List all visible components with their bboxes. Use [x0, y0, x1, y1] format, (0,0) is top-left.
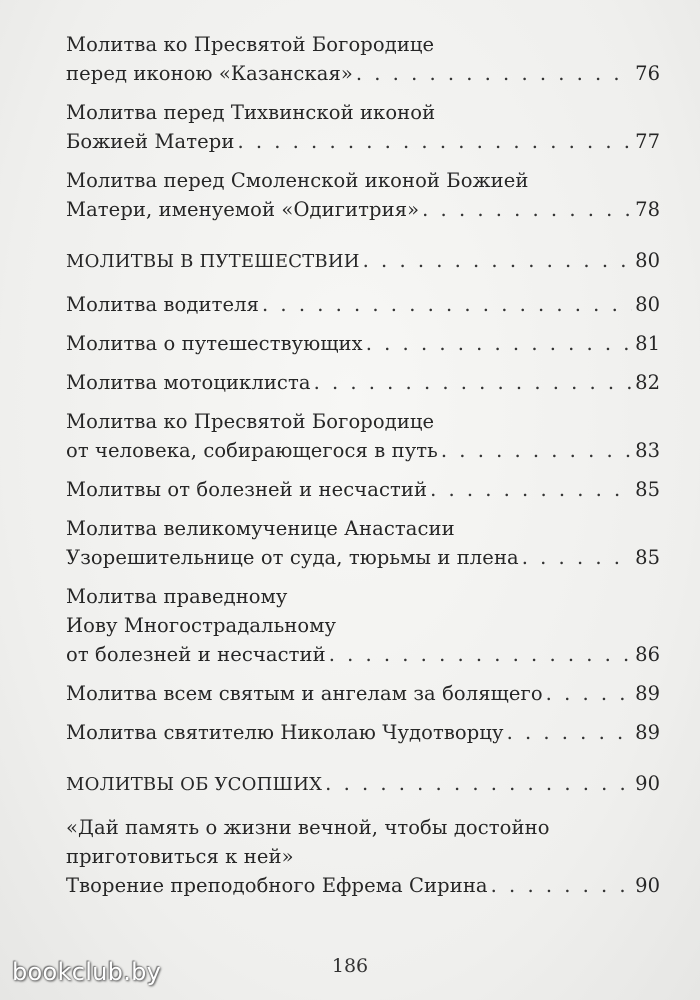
dot-leader — [522, 543, 632, 572]
toc-entry-title: МОЛИТВЫ В ПУТЕШЕСТВИИ — [66, 251, 360, 272]
toc-entry — [66, 30, 660, 88]
toc-entry-title: Матери, именуемой «Одигитрия» — [66, 198, 420, 221]
toc-entry-last-line — [66, 59, 660, 88]
toc-entry — [66, 98, 660, 156]
toc-entry-line: Молитва перед Тихвинской иконой — [66, 101, 436, 124]
toc-page-number: 90 — [635, 874, 660, 897]
toc-page-number: 76 — [635, 62, 660, 85]
toc-page-number: 86 — [635, 643, 660, 666]
toc-entry-last-line — [66, 127, 660, 156]
toc-entry — [66, 514, 660, 572]
toc-entry — [66, 290, 660, 319]
toc-entry-last-line — [66, 718, 660, 747]
toc-page-number: 81 — [635, 332, 660, 355]
toc-page-number: 77 — [635, 130, 660, 153]
toc-page-number: 83 — [635, 439, 660, 462]
toc-entry-last-line — [66, 543, 660, 572]
toc-entry-last-line — [66, 871, 660, 900]
toc-entry-line: «Дай память о жизни вечной, чтобы достойно — [66, 816, 550, 839]
dot-leader — [441, 436, 632, 465]
toc-page-number: 90 — [635, 772, 660, 795]
toc-page-number: 89 — [635, 682, 660, 705]
toc-entry-line: Молитва праведному — [66, 585, 288, 608]
toc-page-number: 78 — [635, 198, 660, 221]
toc-entry-title: от человека, собирающегося в путь — [66, 439, 438, 462]
toc-entry — [66, 813, 660, 900]
toc-entry-title: Молитва всем святым и ангелам за болящего — [66, 682, 543, 705]
toc-entry-last-line — [66, 368, 660, 397]
dot-leader — [329, 640, 632, 669]
dot-leader — [491, 871, 633, 900]
toc-entry-title: Молитва о путешествующих — [66, 332, 363, 355]
toc-page-number: 80 — [635, 293, 660, 316]
toc-entry — [66, 329, 660, 358]
toc-entry-title: МОЛИТВЫ ОБ УСОПШИХ — [66, 774, 323, 795]
toc-entry-title: Молитва мотоциклиста — [66, 371, 311, 394]
toc-section-heading — [66, 246, 660, 276]
toc-entry-last-line — [66, 436, 660, 465]
dot-leader — [430, 475, 632, 504]
toc-entry-line: Молитва великомученице Анастасии — [66, 517, 455, 540]
dot-leader — [262, 290, 632, 319]
toc-page-number: 85 — [635, 546, 660, 569]
toc-entry-last-line — [66, 475, 660, 504]
table-of-contents — [66, 30, 660, 900]
toc-entry — [66, 718, 660, 747]
toc-entry-last-line — [66, 329, 660, 358]
toc-page-number: 80 — [635, 249, 660, 272]
toc-page-number: 89 — [635, 721, 660, 744]
toc-entry — [66, 166, 660, 224]
toc-entry-title: Узорешительнице от суда, тюрьмы и плена — [66, 546, 519, 569]
toc-entry-title: от болезней и несчастий — [66, 643, 326, 666]
toc-entry-last-line — [66, 195, 660, 224]
toc-section-heading — [66, 769, 660, 799]
toc-entry-title: Божией Матери — [66, 130, 235, 153]
toc-entry-title: Молитва святителю Николаю Чудотворцу — [66, 721, 504, 744]
toc-entry-title: Молитва водителя — [66, 293, 260, 316]
toc-entry-last-line — [66, 290, 660, 319]
toc-entry — [66, 368, 660, 397]
dot-leader — [325, 769, 632, 798]
toc-entry-last-line — [66, 640, 660, 669]
dot-leader — [237, 127, 632, 156]
toc-entry-line: Молитва ко Пресвятой Богородице — [66, 33, 435, 56]
toc-entry — [66, 582, 660, 669]
toc-entry-line: Иову Многострадальному — [66, 614, 337, 637]
dot-leader — [546, 679, 633, 708]
dot-leader — [422, 195, 632, 224]
dot-leader — [366, 329, 632, 358]
toc-entry — [66, 475, 660, 504]
page-number: 186 — [331, 955, 369, 977]
toc-entry — [66, 679, 660, 708]
toc-entry-last-line — [66, 769, 660, 799]
toc-entry-line: Молитва ко Пресвятой Богородице — [66, 410, 435, 433]
toc-entry-last-line — [66, 246, 660, 276]
toc-entry-line: Молитва перед Смоленской иконой Божией — [66, 169, 529, 192]
toc-page-number: 85 — [635, 478, 660, 501]
dot-leader — [314, 368, 633, 397]
toc-entry-title: Творение преподобного Ефрема Сирина — [66, 874, 488, 897]
toc-entry-title: Молитвы от болезней и несчастий — [66, 478, 428, 501]
dot-leader — [356, 59, 632, 88]
dot-leader — [363, 246, 633, 275]
watermark: bookclub.by — [12, 958, 162, 986]
toc-entry-line: приготовиться к ней» — [66, 845, 294, 868]
toc-entry-title: перед иконою «Казанская» — [66, 62, 353, 85]
toc-page-number: 82 — [635, 371, 660, 394]
toc-entry — [66, 407, 660, 465]
dot-leader — [507, 718, 633, 747]
toc-entry-last-line — [66, 679, 660, 708]
